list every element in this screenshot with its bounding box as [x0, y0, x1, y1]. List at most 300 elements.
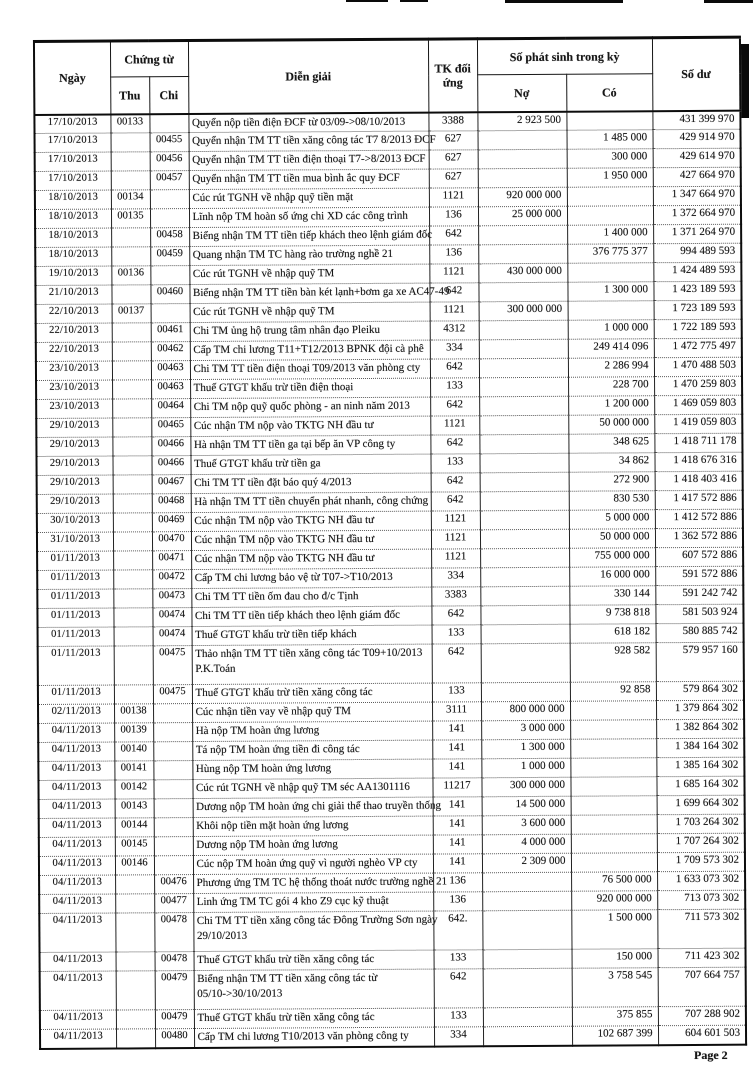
date-cell: 17/10/2013 [35, 133, 111, 152]
date-cell: 04/11/2013 [38, 780, 114, 799]
balance-cell: 707 664 757 [658, 967, 746, 1007]
account-cell: 136 [429, 245, 478, 264]
thu-cell [116, 971, 155, 1010]
description-cell: Thuế GTGT khấu trừ tiền tiếp khách [192, 625, 432, 645]
thu-cell: 00134 [111, 190, 150, 209]
thu-cell [112, 342, 151, 361]
account-cell: 334 [434, 1027, 483, 1046]
description-cell: Cấp TM chi lương bảo vệ từ T07->T10/2013 [191, 568, 431, 588]
debit-cell [478, 282, 567, 302]
credit-cell: 755 000 000 [569, 548, 655, 568]
balance-cell: 1 384 164 302 [656, 738, 744, 758]
description-cell: Biểng nhận TM TT tiền tiếp khách theo lệnh giám đốc [189, 226, 429, 246]
date-cell: 29/10/2013 [37, 494, 113, 513]
account-cell: 642 [431, 606, 480, 625]
chi-cell: 00467 [152, 475, 191, 494]
table-row [39, 909, 745, 952]
date-cell: 04/11/2013 [39, 818, 115, 837]
description-cell: Cúc rút TGNH về nhập quỹ tiền mặt [189, 188, 429, 208]
description-cell: Thảo nhận TM TT tiền xăng công tác T09+10/2013 P.K.Toán [192, 644, 432, 684]
thu-cell [116, 1010, 155, 1029]
chi-cell [150, 190, 189, 209]
credit-cell [567, 263, 653, 283]
account-cell: 1121 [430, 302, 479, 321]
description-cell: Quang nhận TM TC hàng rào trường nghề 21 [189, 245, 429, 265]
chi-cell: 00471 [152, 551, 191, 570]
debit-cell [478, 225, 567, 245]
thu-cell: 00139 [114, 723, 153, 742]
thu-cell: 00146 [115, 856, 154, 875]
credit-cell: 92 858 [570, 682, 656, 702]
credit-cell [570, 701, 656, 721]
balance-cell: 607 572 886 [655, 547, 743, 567]
credit-cell: 1 000 000 [568, 320, 654, 340]
account-cell: 133 [434, 1008, 483, 1027]
balance-cell: 580 885 742 [656, 623, 744, 643]
debit-cell [479, 320, 568, 340]
description-cell: Cúc rút TGNH về nhập quỹ TM [189, 264, 429, 284]
account-cell: 642 [429, 283, 478, 302]
thu-cell: 00135 [111, 209, 150, 228]
thu-cell [112, 323, 151, 342]
debit-cell: 800 000 000 [481, 701, 570, 721]
description-cell: Tá nộp TM hoàn ứng tiền đi công tác [192, 740, 432, 760]
account-cell: 642 [429, 226, 478, 245]
balance-cell: 1 385 164 302 [656, 757, 744, 777]
thu-cell [114, 627, 153, 646]
chi-cell: 00457 [150, 171, 189, 190]
balance-cell: 711 423 302 [658, 948, 746, 968]
description-cell: Thuế GTGT khấu trừ tiền xăng công tác [194, 950, 434, 970]
description-cell: Dương nộp TM hoàn ứng lương [193, 835, 433, 855]
credit-cell: 300 000 [567, 149, 653, 169]
col-header-balance: Số dư [652, 37, 740, 111]
thu-cell [112, 380, 151, 399]
chi-cell [149, 114, 188, 133]
credit-cell: 76 500 000 [571, 872, 657, 892]
chi-cell: 00459 [150, 247, 189, 266]
credit-cell: 1 500 000 [571, 910, 657, 950]
credit-cell: 50 000 000 [568, 415, 654, 435]
date-cell: 04/11/2013 [39, 894, 115, 913]
chi-cell: 00473 [152, 589, 191, 608]
date-cell: 01/11/2013 [38, 627, 114, 646]
debit-cell [482, 891, 571, 911]
debit-cell [480, 586, 569, 606]
balance-cell: 1 723 189 593 [654, 300, 742, 320]
debit-cell [482, 910, 571, 950]
account-cell: 136 [429, 207, 478, 226]
thu-cell [116, 1029, 155, 1048]
thu-cell [111, 247, 150, 266]
date-cell: 04/11/2013 [39, 856, 115, 875]
account-cell: 627 [429, 169, 478, 188]
date-cell: 31/10/2013 [37, 532, 113, 551]
chi-cell: 00463 [151, 380, 190, 399]
col-header-voucher: Chứng từ [110, 41, 188, 77]
account-cell: 133 [434, 950, 483, 969]
credit-cell: 102 687 399 [572, 1026, 658, 1046]
date-cell: 22/10/2013 [36, 304, 112, 323]
debit-cell: 430 000 000 [478, 263, 567, 283]
chi-cell: 00461 [151, 323, 190, 342]
description-cell: Hà nộp TM hoàn ứng lương [192, 721, 432, 741]
chi-cell: 00480 [155, 1029, 194, 1048]
account-cell: 1121 [429, 188, 478, 207]
credit-cell [570, 720, 656, 740]
credit-cell [571, 796, 657, 816]
thu-cell [114, 646, 153, 685]
chi-cell: 00474 [152, 608, 191, 627]
account-cell: 133 [432, 683, 481, 702]
date-cell: 22/10/2013 [36, 342, 112, 361]
debit-cell: 920 000 000 [478, 187, 567, 207]
credit-cell: 34 862 [568, 453, 654, 473]
date-cell: 04/11/2013 [40, 1010, 116, 1029]
thu-cell: 00136 [111, 266, 150, 285]
account-cell: 642 [430, 435, 479, 454]
credit-cell [571, 834, 657, 854]
thu-cell [113, 532, 152, 551]
debit-cell: 4 000 000 [482, 834, 571, 854]
date-cell: 17/10/2013 [34, 114, 110, 133]
credit-cell: 228 700 [568, 377, 654, 397]
thu-cell: 00140 [114, 742, 153, 761]
credit-cell [568, 301, 654, 321]
account-cell: 1121 [429, 264, 478, 283]
chi-cell [154, 837, 193, 856]
credit-cell: 830 530 [569, 491, 655, 511]
credit-cell: 272 900 [569, 472, 655, 492]
debit-cell: 1 300 000 [481, 739, 570, 759]
date-cell: 22/10/2013 [36, 323, 112, 342]
chi-cell: 00465 [151, 418, 190, 437]
date-cell: 23/10/2013 [36, 399, 112, 418]
date-cell: 04/11/2013 [40, 1029, 116, 1048]
debit-cell [480, 529, 569, 549]
account-cell: 642 [434, 969, 483, 1008]
chi-cell [153, 742, 192, 761]
date-cell: 01/11/2013 [38, 646, 114, 685]
account-cell: 141 [432, 759, 481, 778]
debit-cell: 25 000 000 [478, 206, 567, 226]
debit-cell: 14 500 000 [482, 796, 571, 816]
date-cell: 04/11/2013 [40, 952, 116, 971]
balance-cell: 1 412 572 886 [655, 509, 743, 529]
col-header-movement: Số phát sinh trong kỳ [477, 38, 652, 75]
date-cell: 04/11/2013 [38, 723, 114, 742]
description-cell: Lĩnh nộp TM hoàn số ứng chi XD các công trình [189, 207, 429, 227]
chi-cell: 00477 [154, 894, 193, 913]
col-header-offset-account: TK đối ứng [428, 39, 477, 112]
debit-cell: 3 000 000 [481, 720, 570, 740]
balance-cell: 1 633 073 302 [657, 871, 745, 891]
thu-cell [112, 399, 151, 418]
credit-cell: 16 000 000 [569, 567, 655, 587]
chi-cell: 00479 [155, 971, 194, 1010]
credit-cell: 375 855 [572, 1007, 658, 1027]
scan-artifact [400, 0, 428, 2]
debit-cell [479, 377, 568, 397]
account-cell: 141 [432, 740, 481, 759]
chi-cell: 00474 [153, 627, 192, 646]
balance-cell: 1 703 264 302 [657, 814, 745, 834]
date-cell: 04/11/2013 [39, 875, 115, 894]
chi-cell: 00468 [152, 494, 191, 513]
balance-cell: 1 371 264 970 [653, 224, 741, 244]
debit-cell [478, 130, 567, 150]
account-cell: 3383 [431, 587, 480, 606]
thu-cell [111, 152, 150, 171]
balance-cell: 713 073 302 [657, 890, 745, 910]
account-cell: 141 [432, 721, 481, 740]
debit-cell: 1 000 000 [481, 758, 570, 778]
table-row [40, 967, 746, 1010]
date-cell: 01/11/2013 [37, 551, 113, 570]
description-cell: Chi TM TT tiền tiếp khách theo lệnh giám đốc [191, 606, 431, 626]
account-cell: 141 [433, 797, 482, 816]
debit-cell [480, 567, 569, 587]
credit-cell: 920 000 000 [571, 891, 657, 911]
chi-cell: 00466 [151, 437, 190, 456]
description-cell: Cúc nhận TM nộp vào TKTG NH đầu tư [191, 511, 431, 531]
date-cell: 29/10/2013 [36, 418, 112, 437]
account-cell: 642 [430, 359, 479, 378]
chi-cell: 00478 [155, 952, 194, 971]
balance-cell: 1 699 664 302 [657, 795, 745, 815]
thu-cell [115, 913, 154, 952]
balance-cell: 1 418 676 316 [655, 452, 743, 472]
debit-cell [483, 949, 572, 969]
ledger-body [34, 110, 746, 1048]
chi-cell: 00456 [150, 152, 189, 171]
thu-cell [111, 285, 150, 304]
balance-cell: 1 472 775 497 [654, 338, 742, 358]
debit-cell [482, 872, 571, 892]
date-cell: 18/10/2013 [35, 209, 111, 228]
description-cell: Hà nhận TM TT tiền chuyển phát nhanh, công chứng [191, 492, 431, 512]
date-cell: 21/10/2013 [35, 285, 111, 304]
balance-cell: 591 572 886 [655, 566, 743, 586]
account-cell: 3388 [428, 112, 477, 131]
debit-cell [480, 472, 569, 492]
debit-cell [483, 968, 572, 1008]
chi-cell: 00455 [150, 133, 189, 152]
date-cell: 19/10/2013 [35, 266, 111, 285]
thu-cell [115, 875, 154, 894]
credit-cell: 3 758 545 [572, 968, 658, 1008]
date-cell: 02/11/2013 [38, 704, 114, 723]
date-cell: 30/10/2013 [37, 513, 113, 532]
thu-cell [115, 894, 154, 913]
date-cell: 17/10/2013 [35, 152, 111, 171]
balance-cell: 431 399 970 [652, 110, 740, 130]
debit-cell [479, 358, 568, 378]
description-cell: Hà nhận TM TT tiền ga tại bếp ăn VP công ty [190, 435, 430, 455]
credit-cell: 2 286 994 [568, 358, 654, 378]
credit-cell [570, 758, 656, 778]
description-cell: Biểng nhận TM TT tiền xăng công tác từ 05/10->30/10/2013 [194, 969, 434, 1009]
description-cell: Hùng nộp TM hoàn ứng lương [192, 759, 432, 779]
date-cell: 04/11/2013 [39, 837, 115, 856]
col-header-description: Diễn giải [188, 39, 428, 113]
scan-artifact [741, 44, 749, 118]
thu-cell [113, 494, 152, 513]
chi-cell: 00462 [151, 342, 190, 361]
credit-cell: 376 775 377 [567, 244, 653, 264]
balance-cell: 1 419 059 803 [654, 414, 742, 434]
balance-cell: 1 372 664 970 [653, 205, 741, 225]
balance-cell: 1 423 189 593 [653, 281, 741, 301]
credit-cell: 330 144 [569, 586, 655, 606]
date-cell: 23/10/2013 [36, 380, 112, 399]
balance-cell: 707 288 902 [658, 1006, 746, 1026]
date-cell: 04/11/2013 [39, 799, 115, 818]
description-cell: Biểng nhận TM TT tiền bàn két lạnh+bơm ga xe AC47-49 [189, 283, 429, 303]
account-cell: 1121 [431, 511, 480, 530]
description-cell: Quyển nhận TM TT tiền mua bình ắc quy ĐCF [189, 169, 429, 189]
date-cell: 01/11/2013 [37, 589, 113, 608]
description-cell: Chi TM TT tiền điện thoại T09/2013 văn phòng cty [190, 359, 430, 379]
chi-cell [151, 304, 190, 323]
credit-cell: 5 000 000 [569, 510, 655, 530]
thu-cell [112, 437, 151, 456]
credit-cell [571, 853, 657, 873]
thu-cell: 00142 [114, 780, 153, 799]
col-header-thu: Thu [110, 77, 149, 114]
description-cell: Thuế GTGT khấu trừ tiền ga [191, 454, 431, 474]
col-header-credit: Có [566, 74, 652, 112]
credit-cell [567, 206, 653, 226]
chi-cell: 00476 [154, 875, 193, 894]
description-cell: Chi TM TT tiền đặt báo quý 4/2013 [191, 473, 431, 493]
debit-cell: 300 000 000 [479, 301, 568, 321]
description-cell: Phương ứng TM TC hệ thống thoát nước trường nghề 21 [193, 873, 433, 893]
chi-cell: 00470 [152, 532, 191, 551]
thu-cell: 00141 [114, 761, 153, 780]
description-cell: Linh ứng TM TC gói 4 kho Z9 cục kỹ thuật [193, 892, 433, 912]
balance-cell: 429 614 970 [653, 148, 741, 168]
date-cell: 29/10/2013 [36, 456, 112, 475]
account-cell: 642 [430, 397, 479, 416]
account-cell: 11217 [432, 778, 481, 797]
account-cell: 1121 [431, 530, 480, 549]
date-cell: 18/10/2013 [35, 190, 111, 209]
balance-cell: 1 709 573 302 [657, 852, 745, 872]
description-cell: Quyển nộp tiền điện ĐCF từ 03/09->08/10/2013 [188, 112, 428, 132]
account-cell: 141 [433, 854, 482, 873]
balance-cell: 1 424 489 593 [653, 262, 741, 282]
thu-cell [113, 475, 152, 494]
thu-cell [113, 570, 152, 589]
debit-cell [483, 1026, 572, 1046]
account-cell: 4312 [430, 321, 479, 340]
debit-cell [478, 168, 567, 188]
credit-cell [567, 187, 653, 207]
balance-cell: 1 470 259 803 [654, 376, 742, 396]
chi-cell [153, 761, 192, 780]
credit-cell: 928 582 [570, 643, 656, 683]
description-cell: Dương nộp TM hoàn ứng chi giải thể thao truyền thống [193, 797, 433, 817]
date-cell: 01/11/2013 [37, 570, 113, 589]
credit-cell: 1 300 000 [567, 282, 653, 302]
debit-cell [479, 396, 568, 416]
ledger-sheet [33, 36, 746, 1050]
credit-cell: 50 000 000 [569, 529, 655, 549]
account-cell: 141 [433, 816, 482, 835]
chi-cell: 00479 [155, 1010, 194, 1029]
description-cell: Cúc nhận TM nộp vào TKTG NH đầu tư [191, 530, 431, 550]
description-cell: Thuế GTGT khấu trừ tiền xăng công tác [192, 683, 432, 703]
debit-cell [480, 491, 569, 511]
debit-cell [483, 1007, 572, 1027]
date-cell: 18/10/2013 [35, 228, 111, 247]
balance-cell: 1 379 864 302 [656, 700, 744, 720]
date-cell: 23/10/2013 [36, 361, 112, 380]
account-cell: 133 [430, 378, 479, 397]
balance-cell: 1 685 164 302 [656, 776, 744, 796]
account-cell: 627 [429, 150, 478, 169]
debit-cell [481, 624, 570, 644]
thu-cell: 00145 [115, 837, 154, 856]
chi-cell [154, 799, 193, 818]
account-cell: 133 [432, 625, 481, 644]
chi-cell: 00466 [151, 456, 190, 475]
balance-cell: 427 664 970 [653, 167, 741, 187]
debit-cell: 2 309 000 [482, 853, 571, 873]
chi-cell: 00464 [151, 399, 190, 418]
account-cell: 642 [431, 473, 480, 492]
col-header-date: Ngày [34, 41, 110, 114]
debit-cell: 3 600 000 [482, 815, 571, 835]
chi-cell: 00472 [152, 570, 191, 589]
date-cell: 01/11/2013 [37, 608, 113, 627]
account-cell: 642 [431, 492, 480, 511]
debit-cell [479, 453, 568, 473]
balance-cell: 1 722 189 593 [654, 319, 742, 339]
debit-cell [480, 548, 569, 568]
debit-cell [478, 244, 567, 264]
description-cell: Chi TM ủng hộ trung tâm nhân đạo Pleiku [190, 321, 430, 341]
thu-cell [116, 952, 155, 971]
date-cell: 04/11/2013 [39, 913, 115, 952]
scan-artifact [704, 0, 753, 3]
description-cell: Cấp TM chi lương T11+T12/2013 BPNK đội cà phê [190, 340, 430, 360]
balance-cell: 591 242 742 [655, 585, 743, 605]
account-cell: 642. [433, 911, 482, 950]
debit-cell: 300 000 000 [481, 777, 570, 797]
chi-cell: 00475 [153, 685, 192, 704]
date-cell: 01/11/2013 [38, 685, 114, 704]
chi-cell [150, 266, 189, 285]
description-cell: Cúc nhận TM nộp vào TKTG NH đầu tư [191, 549, 431, 569]
thu-cell [112, 361, 151, 380]
description-cell: Chi TM TT tiền xăng công tác Đông Trường Sơn ngày 29/10/2013 [193, 911, 433, 951]
description-cell: Chi TM TT tiền ốm đau cho đ/c Tịnh [191, 587, 431, 607]
col-header-debit: Nợ [477, 74, 566, 112]
credit-cell: 249 414 096 [568, 339, 654, 359]
balance-cell: 1 418 403 416 [655, 471, 743, 491]
balance-cell: 604 601 503 [658, 1025, 746, 1045]
balance-cell: 1 707 264 302 [657, 833, 745, 853]
table-row [38, 642, 744, 685]
account-cell: 627 [429, 131, 478, 150]
page-number-label: Page 2 [694, 1048, 728, 1062]
description-cell: Cúc nhận tiền vay về nhập quỹ TM [192, 702, 432, 722]
credit-cell: 348 625 [568, 434, 654, 454]
debit-cell [479, 415, 568, 435]
balance-cell: 1 417 572 886 [655, 490, 743, 510]
